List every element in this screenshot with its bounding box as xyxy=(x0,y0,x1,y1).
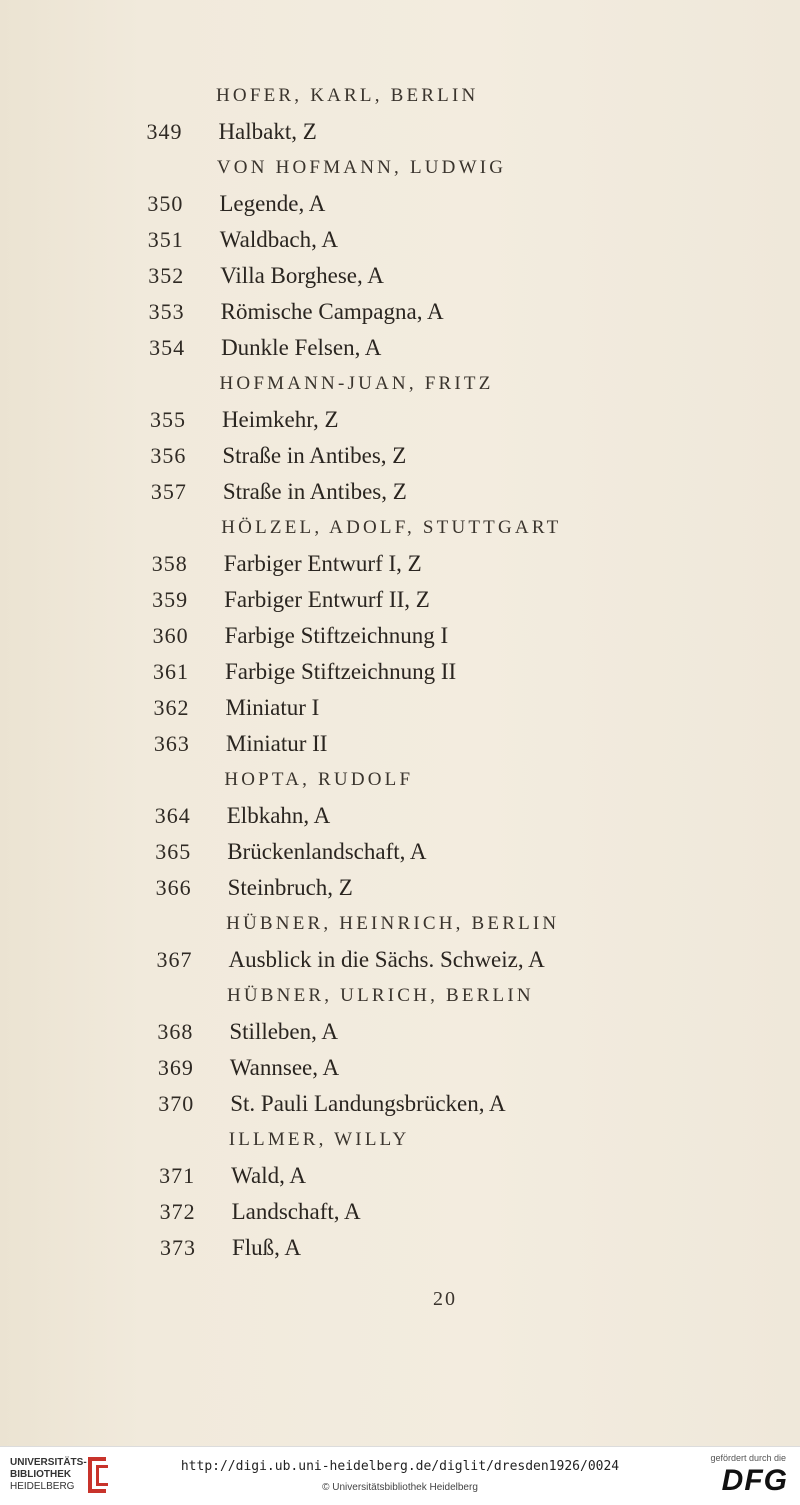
artist-heading-row xyxy=(0,78,800,114)
artwork-title: Elbkahn, A xyxy=(226,803,331,828)
artwork-title: Farbiger Entwurf II, Z xyxy=(224,587,430,612)
artwork-title: Wannsee, A xyxy=(229,1055,340,1080)
catalog-number: 352 xyxy=(148,263,185,288)
permalink-url[interactable]: http://digi.ub.uni-heidelberg.de/diglit/dresden1926/0024 xyxy=(180,1459,620,1474)
catalog-entry-row xyxy=(0,402,800,438)
catalog-entry-row xyxy=(0,870,800,906)
artwork-title: Miniatur I xyxy=(225,695,320,720)
catalog-entry-row xyxy=(0,618,800,654)
catalog-number: 364 xyxy=(154,803,191,828)
artist-name: HOFER, KARL, BERLIN xyxy=(216,85,479,106)
artwork-title: Brückenlandschaft, A xyxy=(227,839,427,864)
artwork-title: Steinbruch, Z xyxy=(227,875,353,900)
dfg-logo[interactable]: DFG xyxy=(721,1464,788,1497)
catalog-number: 361 xyxy=(153,659,189,684)
copyright-notice: © Universitätsbibliothek Heidelberg xyxy=(322,1482,478,1493)
artwork-title: Ausblick in die Sächs. Schweiz, A xyxy=(228,947,545,972)
catalog-entry-row xyxy=(0,1194,800,1230)
catalog-number: 366 xyxy=(155,875,192,900)
catalog-entry-row xyxy=(0,474,800,510)
catalog-number: 368 xyxy=(157,1019,194,1044)
viewer-footer xyxy=(0,1446,800,1505)
artist-name: VON HOFMANN, LUDWIG xyxy=(216,157,507,178)
artist-heading-row xyxy=(0,762,800,798)
catalog-number: 353 xyxy=(148,299,185,324)
catalog-entry-row xyxy=(0,654,800,690)
artwork-title: Stilleben, A xyxy=(229,1019,338,1044)
catalog-entry-row xyxy=(0,546,800,582)
library-name-line1: UNIVERSITÄTS- xyxy=(10,1457,87,1468)
artwork-title: Fluß, A xyxy=(232,1235,302,1260)
funding-label: gefördert durch die xyxy=(710,1453,786,1463)
artist-name: HÜBNER, ULRICH, BERLIN xyxy=(226,985,534,1006)
catalog-entry-row xyxy=(0,798,800,834)
page-number: 20 xyxy=(433,1288,457,1310)
artist-name: HÜBNER, HEINRICH, BERLIN xyxy=(226,913,560,934)
catalog-number: 363 xyxy=(153,731,190,756)
catalog-entry-list xyxy=(0,78,800,1266)
catalog-number: 365 xyxy=(155,839,192,864)
catalog-entry-row xyxy=(0,942,800,978)
catalog-entry-row xyxy=(0,114,800,150)
catalog-number: 373 xyxy=(160,1235,196,1260)
artist-name: HOPTA, RUDOLF xyxy=(224,769,414,790)
library-name-line3: HEIDELBERG xyxy=(10,1481,75,1492)
catalog-entry-row xyxy=(0,294,800,330)
artist-heading-row xyxy=(0,978,800,1014)
catalog-entry-row xyxy=(0,330,800,366)
library-name-line2: BIBLIOTHEK xyxy=(10,1469,72,1480)
catalog-number: 362 xyxy=(153,695,190,720)
artist-heading-row xyxy=(0,906,800,942)
artist-heading-row xyxy=(0,150,800,186)
artist-heading-row xyxy=(0,366,800,402)
catalog-entry-row xyxy=(0,1158,800,1194)
catalog-number: 360 xyxy=(152,623,189,648)
artwork-title: St. Pauli Landungsbrücken, A xyxy=(230,1091,506,1116)
catalog-number: 372 xyxy=(159,1199,196,1224)
catalog-entry-row xyxy=(0,690,800,726)
artist-heading-row xyxy=(0,510,800,546)
catalog-number: 371 xyxy=(159,1163,196,1188)
artwork-title: Römische Campagna, A xyxy=(220,299,444,324)
artist-name: HÖLZEL, ADOLF, STUTTGART xyxy=(221,517,562,538)
catalog-entry-row xyxy=(0,258,800,294)
catalog-number: 358 xyxy=(151,551,188,576)
catalog-entry-row xyxy=(0,1086,800,1122)
artist-name: ILLMER, WILLY xyxy=(228,1129,410,1150)
catalog-number: 369 xyxy=(157,1055,194,1080)
artwork-title: Heimkehr, Z xyxy=(221,407,339,432)
catalog-number: 350 xyxy=(147,191,184,216)
catalog-number: 370 xyxy=(158,1091,195,1116)
artist-name: HOFMANN-JUAN, FRITZ xyxy=(219,373,494,394)
artwork-title: Farbige Stiftzeichnung II xyxy=(225,659,457,684)
catalog-entry-row xyxy=(0,1230,800,1266)
catalog-entry-row xyxy=(0,186,800,222)
artwork-title: Halbakt, Z xyxy=(218,119,317,144)
catalog-number: 367 xyxy=(156,947,193,972)
artwork-title: Farbiger Entwurf I, Z xyxy=(223,551,422,576)
catalog-entry-row xyxy=(0,438,800,474)
artwork-title: Straße in Antibes, Z xyxy=(222,479,407,504)
catalog-number: 349 xyxy=(146,119,183,144)
artwork-title: Dunkle Felsen, A xyxy=(221,335,382,360)
artwork-title: Miniatur II xyxy=(225,731,328,756)
artwork-title: Landschaft, A xyxy=(231,1199,361,1224)
artist-heading-row xyxy=(0,1122,800,1158)
catalog-number: 359 xyxy=(152,587,189,612)
catalog-entry-row xyxy=(0,834,800,870)
artwork-title: Straße in Antibes, Z xyxy=(222,443,407,468)
catalog-entry-row xyxy=(0,726,800,762)
catalog-number: 354 xyxy=(149,335,186,360)
catalog-number: 357 xyxy=(150,479,187,504)
catalog-entry-row xyxy=(0,582,800,618)
catalog-entry-row xyxy=(0,222,800,258)
artwork-title: Legende, A xyxy=(219,191,326,216)
catalog-number: 356 xyxy=(150,443,187,468)
catalog-number: 351 xyxy=(147,227,184,252)
catalog-entry-row xyxy=(0,1050,800,1086)
artwork-title: Farbige Stiftzeichnung I xyxy=(224,623,449,648)
catalog-number: 355 xyxy=(149,407,186,432)
artwork-title: Waldbach, A xyxy=(219,227,338,252)
artwork-title: Wald, A xyxy=(231,1163,306,1188)
artwork-title: Villa Borghese, A xyxy=(220,263,384,288)
catalog-entry-row xyxy=(0,1014,800,1050)
